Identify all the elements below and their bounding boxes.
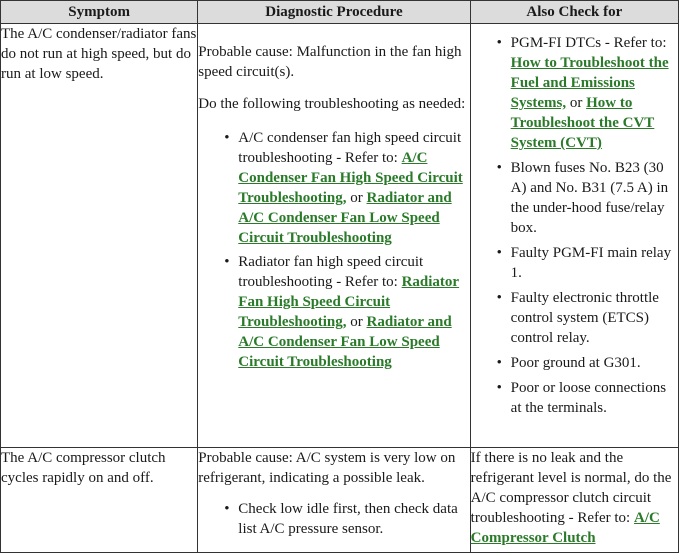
symptom-cell: The A/C condenser/radiator fans do not run at high speed, but do run at low speed. [1,24,198,448]
bullet-text: A/C condenser fan high speed circuit troubleshooting - Refer to: [238,130,462,166]
link-separator: or [566,95,587,111]
procedure-cell [198,448,470,553]
link-troubleshoot-cvt[interactable]: How to Troubleshoot the CVT System (CVT) [510,95,655,151]
link-radiator-condenser-fan-low-speed[interactable]: Radiator and A/C Condenser Fan Low Speed Circuit Troubleshooting [238,190,452,246]
list-item: • Check low idle first, then check data list A/C pressure sensor. [238,499,469,539]
probable-cause: Probable cause: Malfunction in the fan high speed circuit(s). [198,44,462,80]
list-item [511,33,678,153]
instruction-text: Do the following troubleshooting as needed: [198,96,466,112]
header-procedure: Diagnostic Procedure [198,1,470,24]
list-item: • Blown fuses No. B23 (30 A) and No. B31 (7.5 A) in the under-hood fuse/relay box. [511,158,678,238]
bullet-text: Radiator fan high speed circuit troubleshooting - Refer to: [238,254,424,290]
table-row [1,24,679,448]
also-check-list [471,33,678,418]
header-symptom: Symptom [1,1,198,24]
link-condenser-fan-high-speed[interactable]: A/C Condenser Fan High Speed Circuit Troubleshooting, [238,150,463,206]
also-check-cell [470,24,678,448]
link-radiator-fan-high-speed[interactable]: Radiator Fan High Speed Circuit Troubleshooting, [238,274,460,330]
bullet-text: PGM-FI DTCs - Refer to: [510,35,667,51]
header-also-check: Also Check for [470,1,678,24]
link-separator: or [346,314,367,330]
link-troubleshoot-fuel-emissions[interactable]: How to Troubleshoot the Fuel and Emissions Systems, [510,55,669,111]
also-check-text [471,448,678,548]
list-item [238,128,469,248]
list-item [238,252,469,372]
link-compressor-clutch[interactable]: A/C Compressor Clutch [470,510,660,546]
list-item: • Faulty electronic throttle control system (ETCS) control relay. [511,288,678,348]
link-separator: or [346,190,367,206]
also-check-cell [470,448,678,553]
list-item: • Faulty PGM-FI main relay 1. [511,243,678,283]
also-text: If there is no leak and the refrigerant level is normal, do the A/C compressor clutch circuit troubleshooting - Refer to: [470,450,672,526]
list-item: • Poor or loose connections at the terminals. [511,378,678,418]
list-item: • Poor ground at G301. [511,353,678,373]
procedure-list [198,499,469,539]
procedure-list [198,128,469,372]
header-row [1,1,679,24]
symptom-cell: The A/C compressor clutch cycles rapidly on and off. [1,448,198,553]
probable-cause: Probable cause: A/C system is very low on refrigerant, indicating a possible leak. [198,450,456,486]
link-radiator-condenser-fan-low-speed-2[interactable]: Radiator and A/C Condenser Fan Low Speed Circuit Troubleshooting [238,314,452,370]
procedure-cell [198,24,470,448]
table-row [1,448,679,553]
